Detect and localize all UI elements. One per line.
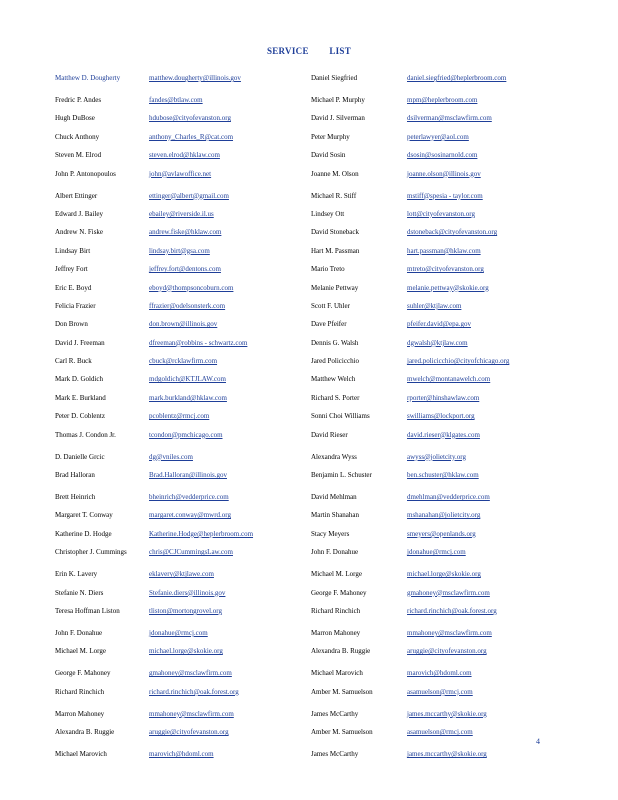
table-row bbox=[55, 355, 565, 373]
email-text[interactable]: david.rieser@klgates.com bbox=[407, 430, 480, 439]
contact-email-link[interactable] bbox=[149, 451, 311, 461]
contact-email-link[interactable] bbox=[149, 300, 311, 310]
email-text[interactable]: jdonahue@rmcj.com bbox=[407, 548, 466, 557]
contact-email-link[interactable] bbox=[149, 587, 311, 597]
contact-email-link[interactable] bbox=[407, 112, 565, 122]
contact-email-link[interactable] bbox=[149, 708, 311, 718]
contact-email-link[interactable] bbox=[407, 373, 565, 383]
contact-name: Peter D. Coblentz bbox=[55, 412, 105, 421]
contact-email-link[interactable] bbox=[149, 605, 311, 615]
email-text[interactable]: james.mccarthy@skokie.org bbox=[407, 709, 487, 718]
table-row bbox=[55, 568, 565, 586]
contact-name: Stacy Meyers bbox=[311, 529, 350, 538]
contact-name: Mark E. Burkland bbox=[55, 393, 106, 402]
email-text[interactable]: ffrazier@odelsonsterk.com bbox=[149, 301, 226, 310]
contact-email-link[interactable] bbox=[149, 355, 311, 365]
contact-name: Stefanie N. Diers bbox=[55, 588, 104, 597]
email-text[interactable]: richard.rinchich@oak.forest.org bbox=[149, 687, 239, 696]
email-text[interactable]: pcoblentz@rmcj.com bbox=[149, 412, 210, 421]
contact-email-link[interactable] bbox=[407, 263, 565, 273]
email-text[interactable]: jeffrey.fort@dentons.com bbox=[149, 265, 221, 274]
contact-name: Don Brown bbox=[55, 320, 88, 329]
contact-name: David J. Silverman bbox=[311, 114, 365, 123]
contact-email-link[interactable] bbox=[149, 491, 311, 501]
email-text[interactable]: lindsay.birt@gsa.com bbox=[149, 246, 210, 255]
table-row bbox=[55, 509, 565, 527]
email-text[interactable]: swilliams@lockport.org bbox=[407, 412, 475, 421]
contact-name: Erin K. Lavery bbox=[55, 570, 98, 579]
table-row bbox=[55, 429, 565, 451]
contact-name: Steven M. Elrod bbox=[55, 151, 102, 160]
contact-name: Felicia Frazier bbox=[55, 301, 96, 310]
email-text[interactable]: ben.schuster@hklaw.com bbox=[407, 471, 479, 480]
contact-email-link[interactable] bbox=[407, 410, 565, 420]
contact-name: Dennis G. Walsh bbox=[311, 338, 359, 347]
table-row bbox=[55, 392, 565, 410]
contact-name: Jared Policicchio bbox=[311, 357, 360, 366]
contact-email-link[interactable] bbox=[407, 245, 565, 255]
email-text[interactable]: john@avlawoffice.net bbox=[149, 169, 212, 178]
contact-name: D. Danielle Grcic bbox=[55, 452, 105, 461]
contact-name: James McCarthy bbox=[311, 750, 359, 759]
table-row bbox=[55, 208, 565, 226]
contact-email-link[interactable] bbox=[149, 686, 311, 696]
contact-email-link[interactable] bbox=[149, 429, 311, 439]
table-row bbox=[55, 337, 565, 355]
email-text[interactable]: smeyers@openlands.org bbox=[407, 529, 476, 538]
table-row bbox=[55, 587, 565, 605]
table-row bbox=[55, 726, 565, 748]
table-row bbox=[55, 131, 565, 149]
email-text[interactable]: andrew.fiske@hklaw.com bbox=[149, 228, 222, 237]
contact-email-link[interactable] bbox=[149, 168, 311, 178]
email-text[interactable]: steven.elrod@hklaw.com bbox=[149, 151, 220, 160]
table-row bbox=[55, 263, 565, 281]
contact-email-link[interactable] bbox=[407, 509, 565, 519]
email-text[interactable]: mmahoney@msclawfirm.com bbox=[149, 709, 234, 718]
contact-name: Peter Murphy bbox=[311, 132, 350, 141]
contact-email-link[interactable] bbox=[407, 587, 565, 597]
contact-name: Hart M. Passman bbox=[311, 246, 360, 255]
contact-name: Lindsey Ott bbox=[311, 209, 345, 218]
contact-name: David Sosin bbox=[311, 151, 346, 160]
email-text[interactable]: marovich@hdoml.com bbox=[149, 750, 214, 759]
email-text[interactable]: asamuelson@rmcj.com bbox=[407, 728, 473, 737]
contact-name: Christopher J. Cummings bbox=[55, 548, 127, 557]
contact-name: Fredric P. Andes bbox=[55, 96, 102, 104]
email-text[interactable]: mdgoldich@KTJLAW.com bbox=[149, 375, 226, 384]
contact-name: Thomas J. Condon Jr. bbox=[55, 430, 116, 439]
table-row bbox=[55, 491, 565, 509]
contact-name: Martin Shanahan bbox=[311, 511, 360, 520]
table-row bbox=[55, 667, 565, 685]
contact-email-link[interactable] bbox=[149, 245, 311, 255]
contact-name: David J. Freeman bbox=[55, 338, 105, 347]
contact-email-link[interactable] bbox=[149, 72, 311, 82]
contact-email-link[interactable] bbox=[407, 568, 565, 578]
contact-email-link[interactable] bbox=[149, 226, 311, 236]
table-row bbox=[55, 708, 565, 726]
title-list: LIST bbox=[329, 46, 352, 56]
contact-email-link[interactable] bbox=[149, 373, 311, 383]
email-text[interactable]: dstoneback@cityofevanston.org bbox=[407, 228, 498, 237]
contact-email-link[interactable] bbox=[149, 469, 311, 479]
email-text[interactable]: jared.policicchio@cityofchicago.org bbox=[407, 357, 510, 366]
table-row bbox=[55, 112, 565, 130]
table-row bbox=[55, 605, 565, 627]
contact-email-link[interactable] bbox=[149, 748, 311, 758]
contact-name: Andrew N. Fiske bbox=[55, 228, 104, 237]
email-text[interactable]: pfeifer.david@epa.gov bbox=[407, 320, 471, 329]
contact-name: Michael Marovich bbox=[311, 669, 363, 678]
contact-email-link[interactable] bbox=[407, 708, 565, 718]
table-row bbox=[55, 318, 565, 336]
contact-email-link[interactable] bbox=[149, 528, 311, 538]
contact-email-link[interactable] bbox=[149, 208, 311, 218]
email-text[interactable]: chris@CJCummingsLaw.com bbox=[149, 548, 233, 557]
table-row bbox=[55, 528, 565, 546]
email-text[interactable]: ettinger@albert@gmail.com bbox=[149, 191, 229, 200]
contact-name: Dave Pfeifer bbox=[311, 320, 347, 329]
table-row bbox=[55, 686, 565, 708]
contact-email-link[interactable] bbox=[149, 509, 311, 519]
contact-email-link[interactable] bbox=[149, 392, 311, 402]
email-text[interactable]: dsilverman@msclawfirm.com bbox=[407, 114, 492, 123]
contact-email-link[interactable] bbox=[407, 605, 565, 615]
contact-email-link[interactable] bbox=[149, 112, 311, 122]
contact-name: Daniel Siegfried bbox=[311, 74, 358, 82]
table-row bbox=[55, 627, 565, 645]
table-row bbox=[55, 451, 565, 469]
email-text[interactable]: gmahoney@msclawfirm.com bbox=[407, 588, 490, 597]
email-text[interactable]: mstiff@spesia - taylor.com bbox=[407, 191, 483, 200]
contact-email-link[interactable] bbox=[407, 282, 565, 292]
email-text[interactable]: michael.lorge@skokie.org bbox=[407, 570, 481, 579]
contact-name: Hugh DuBose bbox=[55, 114, 95, 123]
service-list-table bbox=[55, 72, 565, 767]
email-text[interactable]: matthew.dougherty@illinois.gov bbox=[149, 74, 241, 82]
contact-email-link[interactable] bbox=[407, 645, 565, 655]
table-row bbox=[55, 190, 565, 208]
email-text[interactable]: peterlawyer@aol.com bbox=[407, 132, 469, 141]
contact-name: Carl R. Buck bbox=[55, 357, 92, 366]
table-row bbox=[55, 748, 565, 766]
email-text[interactable]: cbuck@rcklawfirm.com bbox=[149, 357, 218, 366]
email-text[interactable]: rporter@hinshawlaw.com bbox=[407, 393, 480, 402]
contact-name: Chuck Anthony bbox=[55, 132, 100, 141]
contact-email-link[interactable] bbox=[407, 429, 565, 439]
contact-email-link[interactable] bbox=[407, 190, 565, 200]
email-text[interactable]: hdubose@cityofevanston.org bbox=[149, 114, 231, 123]
contact-email-link[interactable] bbox=[407, 546, 565, 556]
email-text[interactable]: dsosin@sosinarnold.com bbox=[407, 151, 478, 160]
contact-email-link[interactable] bbox=[149, 546, 311, 556]
contact-email-link[interactable] bbox=[149, 318, 311, 328]
contact-name: Katherine D. Hodge bbox=[55, 529, 112, 538]
table-row bbox=[55, 94, 565, 112]
contact-name: Teresa Hoffman Liston bbox=[55, 606, 120, 615]
email-text[interactable]: Brad.Halloran@illinois.gov bbox=[149, 471, 227, 480]
table-row bbox=[55, 469, 565, 491]
contact-name: Matthew D. Dougherty bbox=[55, 74, 121, 82]
email-text[interactable]: aruggie@cityofevanston.org bbox=[407, 647, 487, 656]
contact-name: Matthew Welch bbox=[311, 375, 356, 384]
email-text[interactable]: mark.burkland@hklaw.com bbox=[149, 393, 227, 402]
email-text[interactable]: mshanahan@jolietcity.org bbox=[407, 511, 481, 520]
contact-name: Amber M. Samuelson bbox=[311, 728, 373, 737]
table-row bbox=[55, 149, 565, 167]
contact-name: John F. Donahue bbox=[311, 548, 359, 557]
email-text[interactable]: anthony_Charles_R@cat.com bbox=[149, 132, 234, 141]
email-text[interactable]: mpm@heplerbroom.com bbox=[407, 96, 478, 104]
email-text[interactable]: asamuelson@rmcj.com bbox=[407, 687, 473, 696]
contact-email-link[interactable] bbox=[407, 300, 565, 310]
contact-email-link[interactable] bbox=[149, 568, 311, 578]
email-text[interactable]: dg@vniles.com bbox=[149, 452, 193, 461]
contact-name: John P. Antonopoulos bbox=[55, 169, 116, 178]
contact-email-link[interactable] bbox=[149, 263, 311, 273]
email-text[interactable]: mmahoney@msclawfirm.com bbox=[407, 628, 492, 637]
contact-name: Alexandra B. Ruggie bbox=[55, 728, 115, 737]
contact-name: Albert Ettinger bbox=[55, 191, 98, 200]
email-text[interactable]: mwelch@montanawelch.com bbox=[407, 375, 491, 384]
contact-email-link[interactable] bbox=[149, 337, 311, 347]
table-row bbox=[55, 282, 565, 300]
contact-name: Amber M. Samuelson bbox=[311, 687, 373, 696]
contact-email-link[interactable] bbox=[407, 94, 565, 104]
contact-email-link[interactable] bbox=[407, 748, 565, 758]
contact-name: Marron Mahoney bbox=[311, 628, 361, 637]
contact-email-link[interactable] bbox=[407, 131, 565, 141]
contact-email-link[interactable] bbox=[407, 667, 565, 677]
contact-name: Richard S. Porter bbox=[311, 393, 360, 402]
email-text[interactable]: dgwalsh@ktjlaw.com bbox=[407, 338, 468, 347]
contact-email-link[interactable] bbox=[149, 149, 311, 159]
email-text[interactable]: michael.lorge@skokie.org bbox=[149, 647, 223, 656]
email-text[interactable]: hart.passman@hklaw.com bbox=[407, 246, 481, 255]
email-text[interactable]: daniel.siegfried@heplerbroom.com bbox=[407, 74, 507, 82]
contact-name: Richard Rinchich bbox=[311, 606, 361, 615]
contact-name: David Rieser bbox=[311, 430, 348, 439]
contact-email-link[interactable] bbox=[407, 318, 565, 328]
contact-email-link[interactable] bbox=[149, 667, 311, 677]
email-text[interactable]: tcondon@pmchicago.com bbox=[149, 430, 223, 439]
contact-email-link[interactable] bbox=[407, 337, 565, 347]
email-text[interactable]: don.brown@illinois.gov bbox=[149, 320, 218, 329]
table-row bbox=[55, 300, 565, 318]
table-row bbox=[55, 72, 565, 94]
contact-email-link[interactable] bbox=[407, 491, 565, 501]
email-text[interactable]: Stefanie.diers@illinois.gov bbox=[149, 588, 226, 597]
contact-email-link[interactable] bbox=[407, 355, 565, 365]
contact-email-link[interactable] bbox=[407, 686, 565, 696]
contact-email-link[interactable] bbox=[407, 72, 565, 82]
contact-name: Michael R. Stiff bbox=[311, 191, 357, 200]
title-service: SERVICE bbox=[266, 46, 309, 56]
email-text[interactable]: ebailey@riverside.il.us bbox=[149, 209, 214, 218]
email-text[interactable]: mtreto@cityofevanston.org bbox=[407, 265, 484, 274]
email-text[interactable]: awyss@jolietcity.org bbox=[407, 452, 466, 461]
table-row bbox=[55, 546, 565, 568]
contact-name: Eric E. Boyd bbox=[55, 283, 92, 292]
table-row bbox=[55, 226, 565, 244]
contact-email-link[interactable] bbox=[407, 208, 565, 218]
email-text[interactable]: aruggie@cityofevanston.org bbox=[149, 728, 229, 737]
table-row bbox=[55, 245, 565, 263]
email-text[interactable]: eklavery@ktjlawe.com bbox=[149, 570, 214, 579]
contact-name: Brett Heinrich bbox=[55, 493, 96, 502]
contact-email-link[interactable] bbox=[149, 410, 311, 420]
email-text[interactable]: lott@cityofevanston.org bbox=[407, 209, 475, 218]
contact-email-link[interactable] bbox=[149, 190, 311, 200]
email-text[interactable]: richard.rinchich@oak.forest.org bbox=[407, 606, 497, 615]
contact-email-link[interactable] bbox=[407, 451, 565, 461]
contact-name: Michael M. Lorge bbox=[55, 647, 106, 656]
contact-email-link[interactable] bbox=[407, 726, 565, 736]
contact-email-link[interactable] bbox=[149, 94, 311, 104]
email-text[interactable]: gmahoney@msclawfirm.com bbox=[149, 669, 232, 678]
contact-name: James McCarthy bbox=[311, 709, 359, 718]
contact-name: George F. Mahoney bbox=[55, 669, 111, 678]
contact-name: Benjamin L. Schuster bbox=[311, 471, 372, 480]
contact-name: Melanie Pettway bbox=[311, 283, 359, 292]
email-text[interactable]: Katherine.Hodge@heplerbroom.com bbox=[149, 529, 254, 538]
contact-email-link[interactable] bbox=[407, 392, 565, 402]
contact-name: Sonni Choi Williams bbox=[311, 412, 370, 421]
contact-email-link[interactable] bbox=[407, 627, 565, 637]
contact-name: John F. Donahue bbox=[55, 628, 103, 637]
email-text[interactable]: suhler@ktjlaw.com bbox=[407, 301, 462, 310]
email-text[interactable]: dfreeman@robbins - schwartz.com bbox=[149, 338, 248, 347]
contact-email-link[interactable] bbox=[407, 226, 565, 236]
contact-name: Margaret T. Conway bbox=[55, 511, 113, 520]
email-text[interactable]: melanie.pettway@skokie.org bbox=[407, 283, 489, 292]
contact-name: Michael P. Murphy bbox=[311, 96, 365, 104]
email-text[interactable]: eboyd@thompsoncoburn.com bbox=[149, 283, 234, 292]
contact-name: David Stoneback bbox=[311, 228, 360, 237]
contact-email-link[interactable] bbox=[149, 131, 311, 141]
contact-name: Alexandra B. Ruggie bbox=[311, 647, 371, 656]
contact-email-link[interactable] bbox=[407, 469, 565, 479]
contact-name: Mario Treto bbox=[311, 265, 345, 274]
contact-name: Mark D. Goldich bbox=[55, 375, 104, 384]
contact-name: Joanne M. Olson bbox=[311, 169, 359, 178]
contact-email-link[interactable] bbox=[149, 726, 311, 736]
table-row bbox=[55, 373, 565, 391]
email-text[interactable]: jdonahue@rmcj.com bbox=[149, 628, 208, 637]
email-text[interactable]: dmehlman@vedderprice.com bbox=[407, 493, 490, 502]
contact-email-link[interactable] bbox=[149, 627, 311, 637]
email-text[interactable]: margaret.conway@mwrd.org bbox=[149, 511, 231, 520]
contact-email-link[interactable] bbox=[149, 645, 311, 655]
email-text[interactable]: bheinrich@vedderprice.com bbox=[149, 493, 229, 502]
contact-name: Brad Halloran bbox=[55, 471, 95, 480]
contact-name: Marron Mahoney bbox=[55, 709, 105, 718]
contact-email-link[interactable] bbox=[407, 149, 565, 159]
email-text[interactable]: tliston@mortongrovel.org bbox=[149, 606, 223, 615]
contact-name: David Mehlman bbox=[311, 493, 357, 502]
table-row bbox=[55, 168, 565, 190]
contact-name: Richard Rinchich bbox=[55, 687, 105, 696]
page-title bbox=[0, 46, 618, 56]
email-text[interactable]: marovich@hdoml.com bbox=[407, 669, 472, 678]
contact-name: Jeffrey Fort bbox=[55, 265, 88, 274]
contact-name: Michael Marovich bbox=[55, 750, 107, 759]
contact-name: Lindsay Birt bbox=[55, 246, 91, 255]
email-text[interactable]: joanne.olson@illinois.gov bbox=[407, 169, 481, 178]
contact-name: Scott F. Uhler bbox=[311, 301, 350, 310]
email-text[interactable]: fandes@btlaw.com bbox=[149, 96, 203, 104]
table-row bbox=[55, 410, 565, 428]
contact-name: Michael M. Lorge bbox=[311, 570, 362, 579]
page-number: 4 bbox=[536, 737, 540, 746]
contact-email-link[interactable] bbox=[407, 168, 565, 178]
table-row bbox=[55, 645, 565, 667]
contact-email-link[interactable] bbox=[407, 528, 565, 538]
contact-email-link[interactable] bbox=[149, 282, 311, 292]
contact-name: Alexandra Wyss bbox=[311, 452, 357, 461]
contact-name: George F. Mahoney bbox=[311, 588, 367, 597]
email-text[interactable]: james.mccarthy@skokie.org bbox=[407, 750, 487, 759]
contact-name: Edward J. Bailey bbox=[55, 209, 104, 218]
